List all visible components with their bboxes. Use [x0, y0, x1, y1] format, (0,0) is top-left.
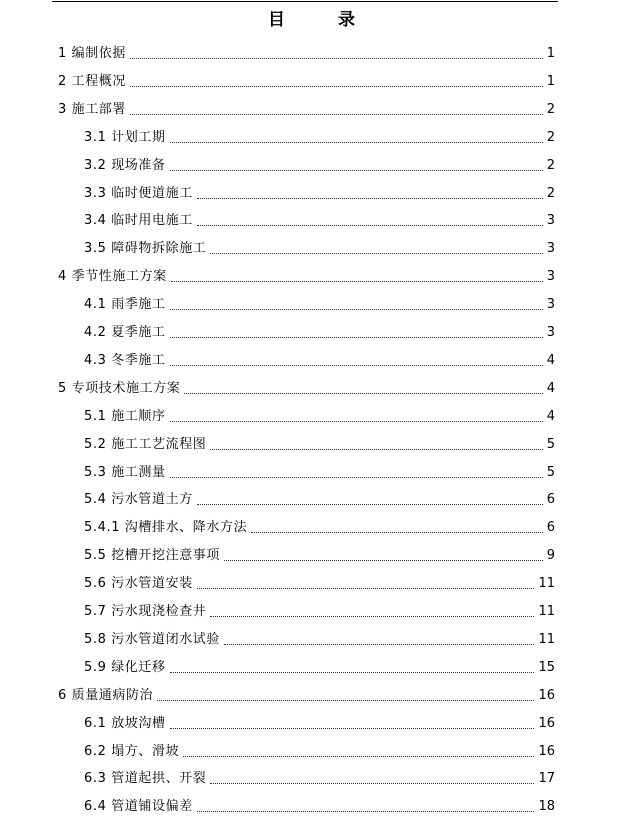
toc-entry-page-number: 11 [538, 604, 555, 619]
toc-dot-leader [170, 336, 543, 338]
toc-entry-page-number: 2 [546, 185, 555, 201]
toc-dot-leader [170, 420, 543, 422]
toc-entry-label: 3.3 临时便道施工 [84, 185, 193, 201]
toc-dot-leader [184, 392, 542, 394]
toc-entry-label: 5.1 施工顺序 [84, 408, 166, 424]
toc-entry-page-number: 3 [546, 269, 555, 285]
toc-dot-leader [197, 587, 535, 589]
toc-entry-label: 2 工程概况 [58, 73, 127, 89]
toc-dot-leader [224, 643, 534, 645]
toc-dot-leader [157, 699, 534, 701]
toc-dot-leader [170, 671, 535, 673]
toc-entry[interactable] [84, 742, 555, 762]
toc-entry-label: 6.1 放坡沟槽 [84, 715, 166, 731]
toc-entry[interactable] [84, 714, 555, 734]
toc-entry-label: 5.8 污水管道闭水试验 [84, 631, 221, 647]
toc-entry-label: 3.5 障碍物拆除施工 [84, 241, 207, 257]
toc-entry[interactable] [84, 602, 555, 622]
toc-dot-leader [183, 755, 534, 757]
toc-entry-page-number: 3 [546, 213, 555, 229]
toc-entry[interactable] [84, 351, 555, 371]
toc-entry-page-number: 2 [546, 129, 555, 145]
toc-dot-leader [170, 308, 543, 310]
toc-entry[interactable] [58, 379, 555, 399]
toc-entry-page-number: 6 [546, 520, 555, 536]
toc-entry-page-number: 18 [538, 799, 555, 815]
toc-entry-page-number: 1 [546, 46, 555, 61]
toc-entry[interactable] [84, 769, 555, 789]
toc-dot-leader [130, 57, 543, 59]
toc-entry[interactable] [84, 463, 555, 483]
toc-entry-page-number: 16 [538, 715, 555, 731]
toc-entry[interactable] [84, 239, 555, 259]
toc-entry-page-number: 9 [546, 548, 555, 564]
toc-entry-label: 5 专项技术施工方案 [58, 380, 181, 396]
toc-entry[interactable] [84, 490, 555, 510]
toc-entry-page-number: 5 [546, 464, 555, 480]
toc-entry-label: 6 质量通病防治 [58, 687, 154, 703]
toc-entry-page-number: 4 [546, 352, 555, 368]
toc-entry-label: 4.2 夏季施工 [84, 325, 166, 340]
toc-dot-leader [197, 224, 543, 226]
toc-entry-page-number: 15 [538, 659, 555, 675]
toc-entry-label: 5.4.1 沟槽排水、降水方法 [84, 520, 248, 536]
toc-entry-page-number: 1 [546, 73, 555, 89]
toc-entry-label: 3.4 临时用电施工 [84, 213, 193, 229]
toc-entry-label: 3 施工部署 [58, 101, 127, 117]
page-title: 目 录 [268, 10, 373, 30]
toc-dot-leader [224, 559, 543, 561]
toc-entry[interactable] [84, 518, 555, 538]
toc-entry[interactable] [58, 100, 555, 120]
toc-dot-leader [170, 169, 543, 171]
toc-entry[interactable] [84, 295, 555, 315]
toc-entry-label: 5.7 污水现浇检查井 [84, 604, 207, 619]
toc-entry[interactable] [84, 797, 555, 817]
toc-entry[interactable] [58, 72, 555, 92]
toc-entry-label: 6.2 塌方、滑坡 [84, 743, 180, 759]
toc-entry-label: 5.9 绿化迁移 [84, 659, 166, 675]
toc-dot-leader [170, 476, 543, 478]
toc-entry-label: 5.3 施工测量 [84, 464, 166, 480]
toc-dot-leader [170, 727, 535, 729]
toc-dot-leader [197, 810, 535, 812]
toc-entry[interactable] [84, 184, 555, 204]
toc-entry-page-number: 17 [538, 771, 555, 787]
toc-dot-leader [251, 531, 543, 533]
toc-entry-page-number: 2 [546, 101, 555, 117]
toc-entry-label: 5.6 污水管道安装 [84, 576, 193, 592]
toc-entry-label: 4.3 冬季施工 [84, 352, 166, 368]
toc-entry[interactable] [84, 407, 555, 427]
toc-entry-page-number: 16 [538, 687, 555, 703]
toc-entry[interactable] [84, 546, 555, 566]
toc-entry-page-number: 5 [546, 436, 555, 452]
toc-entry-label: 5.2 施工工艺流程图 [84, 436, 207, 452]
toc-entry[interactable] [58, 686, 555, 706]
toc-entry[interactable] [58, 267, 555, 287]
toc-dot-leader [130, 113, 543, 115]
toc-entry[interactable] [84, 435, 555, 455]
toc-entry-label: 4 季节性施工方案 [58, 269, 167, 285]
toc-dot-leader [170, 364, 543, 366]
toc-entry-label: 4.1 雨季施工 [84, 297, 166, 313]
toc-dot-leader [210, 782, 534, 784]
toc-entry-label: 5.4 污水管道土方 [84, 492, 193, 508]
toc-entry-label: 3.1 计划工期 [84, 129, 166, 145]
toc-entry-label: 6.3 管道起拱、开裂 [84, 771, 207, 787]
toc-entry[interactable] [84, 156, 555, 176]
toc-dot-leader [197, 197, 543, 199]
toc-entry-page-number: 6 [546, 492, 555, 508]
toc-entry-page-number: 3 [546, 241, 555, 257]
toc-entry-page-number: 11 [538, 631, 555, 647]
toc-entry[interactable] [84, 128, 555, 148]
toc-dot-leader [170, 141, 543, 143]
toc-entry-page-number: 4 [546, 408, 555, 424]
toc-entry[interactable] [84, 658, 555, 678]
toc-entry-label: 3.2 现场准备 [84, 157, 166, 173]
toc-entry[interactable] [58, 44, 555, 64]
toc-entry[interactable] [84, 323, 555, 343]
toc-entry-page-number: 11 [538, 576, 555, 592]
toc-dot-leader [210, 615, 534, 617]
toc-entry-page-number: 16 [538, 743, 555, 759]
toc-entry[interactable] [84, 574, 555, 594]
toc-entry[interactable] [84, 630, 555, 650]
toc-entry-page-number: 3 [546, 325, 555, 340]
toc-entry-page-number: 3 [546, 297, 555, 313]
toc-dot-leader [210, 252, 542, 254]
toc-dot-leader [210, 448, 542, 450]
toc-entry-page-number: 4 [546, 380, 555, 396]
toc-dot-leader [130, 85, 543, 87]
toc-entry-page-number: 2 [546, 157, 555, 173]
toc-dot-leader [171, 280, 543, 282]
toc-entry[interactable] [84, 211, 555, 231]
toc-entry-label: 1 编制依据 [58, 46, 127, 61]
toc-dot-leader [197, 503, 543, 505]
toc-entry-label: 6.4 管道铺设偏差 [84, 799, 193, 815]
toc-entry-label: 5.5 挖槽开挖注意事项 [84, 548, 221, 564]
